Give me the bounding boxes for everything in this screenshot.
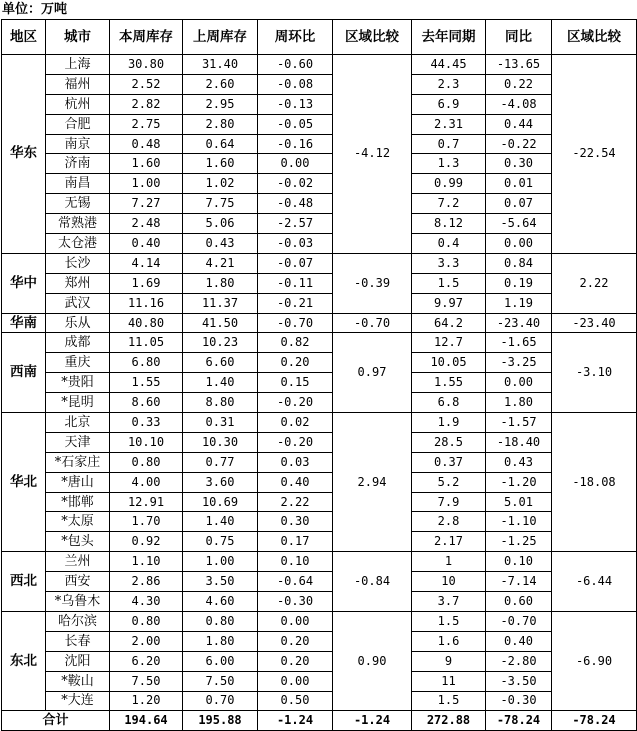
this-week-stock: 8.60: [110, 393, 183, 413]
last-week-stock: 6.60: [183, 353, 258, 373]
last-year-stock: 1: [412, 552, 486, 572]
last-year-stock: 10.05: [412, 353, 486, 373]
region-name: 东北: [2, 611, 46, 710]
total-last-week: 195.88: [183, 711, 258, 731]
this-week-stock: 11.05: [110, 333, 183, 353]
last-week-stock: 7.50: [183, 671, 258, 691]
week-on-week: 0.02: [258, 413, 333, 433]
last-week-stock: 6.00: [183, 651, 258, 671]
year-on-year: -2.80: [486, 651, 552, 671]
column-header: 周环比: [258, 20, 333, 55]
this-week-stock: 1.00: [110, 174, 183, 194]
city-name: 长沙: [46, 253, 110, 273]
year-on-year: -7.14: [486, 572, 552, 592]
city-name: 天津: [46, 432, 110, 452]
table-row: [2, 432, 637, 452]
this-week-stock: 6.80: [110, 353, 183, 373]
city-name: 重庆: [46, 353, 110, 373]
last-week-stock: 0.31: [183, 413, 258, 433]
this-week-stock: 2.48: [110, 214, 183, 234]
last-year-stock: 0.99: [412, 174, 486, 194]
last-week-stock: 1.40: [183, 373, 258, 393]
last-year-stock: 2.3: [412, 74, 486, 94]
table-row: [2, 552, 637, 572]
year-on-year: 0.43: [486, 452, 552, 472]
last-week-stock: 2.80: [183, 114, 258, 134]
city-name: *唐山: [46, 472, 110, 492]
week-on-week: 0.82: [258, 333, 333, 353]
table-row: [2, 413, 637, 433]
total-label: 合计: [2, 711, 110, 731]
this-week-stock: 0.80: [110, 611, 183, 631]
year-on-year: 0.00: [486, 234, 552, 254]
year-on-year: -0.30: [486, 691, 552, 711]
week-on-week: 0.00: [258, 671, 333, 691]
table-row: [2, 393, 637, 413]
week-on-week: -0.13: [258, 94, 333, 114]
week-on-week: 0.03: [258, 452, 333, 472]
last-year-stock: 0.37: [412, 452, 486, 472]
last-week-stock: 11.37: [183, 293, 258, 313]
this-week-stock: 1.60: [110, 154, 183, 174]
city-name: *太原: [46, 512, 110, 532]
last-year-stock: 0.7: [412, 134, 486, 154]
last-week-stock: 1.60: [183, 154, 258, 174]
table-row: [2, 94, 637, 114]
table-row: [2, 671, 637, 691]
this-week-stock: 2.00: [110, 631, 183, 651]
year-on-year: 0.10: [486, 552, 552, 572]
last-year-stock: 11: [412, 671, 486, 691]
year-on-year: -4.08: [486, 94, 552, 114]
region-name: 西北: [2, 552, 46, 612]
week-on-week: -0.11: [258, 273, 333, 293]
city-name: 杭州: [46, 94, 110, 114]
year-on-year: 0.30: [486, 154, 552, 174]
last-year-stock: 7.2: [412, 194, 486, 214]
this-week-stock: 40.80: [110, 313, 183, 333]
year-on-year: -0.70: [486, 611, 552, 631]
this-week-stock: 1.20: [110, 691, 183, 711]
week-on-week: 0.17: [258, 532, 333, 552]
table-row: [2, 651, 637, 671]
last-year-stock: 1.55: [412, 373, 486, 393]
table-row: [2, 194, 637, 214]
total-region-week: -1.24: [333, 711, 412, 731]
column-header: 去年同期: [412, 20, 486, 55]
city-name: *邯郸: [46, 492, 110, 512]
city-name: 无锡: [46, 194, 110, 214]
column-header: 地区: [2, 20, 46, 55]
region-week-compare: 2.94: [333, 413, 412, 552]
city-name: 武汉: [46, 293, 110, 313]
table-row: [2, 373, 637, 393]
region-yoy-compare: -18.08: [552, 413, 637, 552]
this-week-stock: 2.86: [110, 572, 183, 592]
city-name: *包头: [46, 532, 110, 552]
city-name: 合肥: [46, 114, 110, 134]
table-row: [2, 293, 637, 313]
year-on-year: 0.44: [486, 114, 552, 134]
week-on-week: 0.00: [258, 611, 333, 631]
last-week-stock: 3.60: [183, 472, 258, 492]
table-row: [2, 592, 637, 612]
last-week-stock: 0.64: [183, 134, 258, 154]
year-on-year: -1.20: [486, 472, 552, 492]
last-year-stock: 1.5: [412, 611, 486, 631]
city-name: 成都: [46, 333, 110, 353]
table-row: [2, 114, 637, 134]
total-year-on-year: -78.24: [486, 711, 552, 731]
table-row: [2, 134, 637, 154]
week-on-week: -0.70: [258, 313, 333, 333]
region-name: 华北: [2, 413, 46, 552]
week-on-week: 0.40: [258, 472, 333, 492]
this-week-stock: 7.50: [110, 671, 183, 691]
year-on-year: 1.80: [486, 393, 552, 413]
total-last-year: 272.88: [412, 711, 486, 731]
region-yoy-compare: -6.44: [552, 552, 637, 612]
last-week-stock: 10.69: [183, 492, 258, 512]
week-on-week: -0.07: [258, 253, 333, 273]
table-row: [2, 452, 637, 472]
last-week-stock: 2.60: [183, 74, 258, 94]
year-on-year: -3.50: [486, 671, 552, 691]
city-name: 福州: [46, 74, 110, 94]
column-header: 同比: [486, 20, 552, 55]
region-week-compare: -0.39: [333, 253, 412, 313]
table-row: [2, 253, 637, 273]
inventory-table: [1, 19, 637, 731]
last-year-stock: 5.2: [412, 472, 486, 492]
week-on-week: -2.57: [258, 214, 333, 234]
week-on-week: -0.02: [258, 174, 333, 194]
total-row: [2, 711, 637, 731]
last-year-stock: 0.4: [412, 234, 486, 254]
last-year-stock: 9.97: [412, 293, 486, 313]
table-row: [2, 234, 637, 254]
header-row: [2, 20, 637, 55]
week-on-week: -0.05: [258, 114, 333, 134]
last-year-stock: 2.17: [412, 532, 486, 552]
column-header: 区域比较: [333, 20, 412, 55]
region-week-compare: 0.97: [333, 333, 412, 413]
week-on-week: -0.20: [258, 432, 333, 452]
total-region-yoy: -78.24: [552, 711, 637, 731]
region-yoy-compare: -22.54: [552, 55, 637, 254]
city-name: 济南: [46, 154, 110, 174]
last-year-stock: 12.7: [412, 333, 486, 353]
table-row: [2, 472, 637, 492]
table-row: [2, 214, 637, 234]
last-year-stock: 8.12: [412, 214, 486, 234]
table-row: [2, 492, 637, 512]
region-yoy-compare: -6.90: [552, 611, 637, 710]
last-year-stock: 44.45: [412, 55, 486, 75]
region-name: 华南: [2, 313, 46, 333]
year-on-year: 0.19: [486, 273, 552, 293]
last-week-stock: 2.95: [183, 94, 258, 114]
this-week-stock: 2.52: [110, 74, 183, 94]
city-name: 西安: [46, 572, 110, 592]
last-week-stock: 7.75: [183, 194, 258, 214]
city-name: *昆明: [46, 393, 110, 413]
total-week-on-week: -1.24: [258, 711, 333, 731]
this-week-stock: 11.16: [110, 293, 183, 313]
city-name: *鞍山: [46, 671, 110, 691]
table-row: [2, 313, 637, 333]
last-week-stock: 10.23: [183, 333, 258, 353]
table-row: [2, 174, 637, 194]
city-name: 北京: [46, 413, 110, 433]
last-week-stock: 1.02: [183, 174, 258, 194]
last-week-stock: 31.40: [183, 55, 258, 75]
last-year-stock: 64.2: [412, 313, 486, 333]
year-on-year: -18.40: [486, 432, 552, 452]
last-week-stock: 0.75: [183, 532, 258, 552]
this-week-stock: 30.80: [110, 55, 183, 75]
last-week-stock: 4.21: [183, 253, 258, 273]
this-week-stock: 2.82: [110, 94, 183, 114]
last-year-stock: 1.9: [412, 413, 486, 433]
city-name: 乐从: [46, 313, 110, 333]
last-year-stock: 3.7: [412, 592, 486, 612]
week-on-week: -0.30: [258, 592, 333, 612]
last-week-stock: 0.80: [183, 611, 258, 631]
last-year-stock: 28.5: [412, 432, 486, 452]
table-body: [2, 20, 637, 731]
this-week-stock: 1.69: [110, 273, 183, 293]
city-name: 哈尔滨: [46, 611, 110, 631]
last-year-stock: 1.5: [412, 691, 486, 711]
city-name: *石家庄: [46, 452, 110, 472]
last-week-stock: 4.60: [183, 592, 258, 612]
city-name: 太仓港: [46, 234, 110, 254]
city-name: 郑州: [46, 273, 110, 293]
year-on-year: 0.07: [486, 194, 552, 214]
region-week-compare: 0.90: [333, 611, 412, 710]
region-week-compare: -4.12: [333, 55, 412, 254]
week-on-week: -0.16: [258, 134, 333, 154]
this-week-stock: 1.70: [110, 512, 183, 532]
year-on-year: -0.22: [486, 134, 552, 154]
city-name: 南昌: [46, 174, 110, 194]
last-week-stock: 41.50: [183, 313, 258, 333]
this-week-stock: 2.75: [110, 114, 183, 134]
week-on-week: -0.64: [258, 572, 333, 592]
year-on-year: 0.01: [486, 174, 552, 194]
last-week-stock: 1.80: [183, 273, 258, 293]
year-on-year: -1.25: [486, 532, 552, 552]
table-row: [2, 631, 637, 651]
week-on-week: 0.20: [258, 631, 333, 651]
year-on-year: 0.60: [486, 592, 552, 612]
last-week-stock: 3.50: [183, 572, 258, 592]
week-on-week: 2.22: [258, 492, 333, 512]
city-name: *大连: [46, 691, 110, 711]
this-week-stock: 6.20: [110, 651, 183, 671]
table-row: [2, 532, 637, 552]
last-year-stock: 2.31: [412, 114, 486, 134]
region-week-compare: -0.70: [333, 313, 412, 333]
last-week-stock: 1.80: [183, 631, 258, 651]
this-week-stock: 4.30: [110, 592, 183, 612]
week-on-week: -0.21: [258, 293, 333, 313]
last-year-stock: 6.8: [412, 393, 486, 413]
city-name: 常熟港: [46, 214, 110, 234]
last-year-stock: 1.6: [412, 631, 486, 651]
table-row: [2, 572, 637, 592]
this-week-stock: 1.55: [110, 373, 183, 393]
last-year-stock: 2.8: [412, 512, 486, 532]
year-on-year: -1.57: [486, 413, 552, 433]
year-on-year: 0.00: [486, 373, 552, 393]
table-row: [2, 273, 637, 293]
city-name: 沈阳: [46, 651, 110, 671]
last-year-stock: 10: [412, 572, 486, 592]
city-name: *贵阳: [46, 373, 110, 393]
unit-label: 单位：万吨: [2, 2, 68, 17]
week-on-week: -0.48: [258, 194, 333, 214]
column-header: 上周库存: [183, 20, 258, 55]
this-week-stock: 0.48: [110, 134, 183, 154]
year-on-year: -1.10: [486, 512, 552, 532]
week-on-week: -0.20: [258, 393, 333, 413]
this-week-stock: 0.80: [110, 452, 183, 472]
city-name: 长春: [46, 631, 110, 651]
year-on-year: 0.40: [486, 631, 552, 651]
table-row: [2, 55, 637, 75]
year-on-year: 5.01: [486, 492, 552, 512]
this-week-stock: 0.92: [110, 532, 183, 552]
week-on-week: 0.10: [258, 552, 333, 572]
year-on-year: -3.25: [486, 353, 552, 373]
city-name: 南京: [46, 134, 110, 154]
last-week-stock: 0.43: [183, 234, 258, 254]
region-name: 华东: [2, 55, 46, 254]
this-week-stock: 4.00: [110, 472, 183, 492]
column-header: 城市: [46, 20, 110, 55]
last-week-stock: 0.70: [183, 691, 258, 711]
last-year-stock: 1.3: [412, 154, 486, 174]
last-week-stock: 0.77: [183, 452, 258, 472]
this-week-stock: 0.40: [110, 234, 183, 254]
week-on-week: 0.30: [258, 512, 333, 532]
column-header: 本周库存: [110, 20, 183, 55]
week-on-week: 0.20: [258, 353, 333, 373]
region-name: 西南: [2, 333, 46, 413]
last-week-stock: 1.00: [183, 552, 258, 572]
column-header: 区域比较: [552, 20, 637, 55]
table-row: [2, 74, 637, 94]
last-week-stock: 1.40: [183, 512, 258, 532]
last-year-stock: 9: [412, 651, 486, 671]
this-week-stock: 4.14: [110, 253, 183, 273]
year-on-year: -23.40: [486, 313, 552, 333]
this-week-stock: 12.91: [110, 492, 183, 512]
total-this-week: 194.64: [110, 711, 183, 731]
week-on-week: 0.00: [258, 154, 333, 174]
last-year-stock: 6.9: [412, 94, 486, 114]
region-yoy-compare: 2.22: [552, 253, 637, 313]
table-row: [2, 353, 637, 373]
table-row: [2, 333, 637, 353]
last-year-stock: 1.5: [412, 273, 486, 293]
year-on-year: 1.19: [486, 293, 552, 313]
table-row: [2, 154, 637, 174]
week-on-week: -0.08: [258, 74, 333, 94]
year-on-year: -1.65: [486, 333, 552, 353]
region-yoy-compare: -23.40: [552, 313, 637, 333]
last-week-stock: 8.80: [183, 393, 258, 413]
this-week-stock: 0.33: [110, 413, 183, 433]
city-name: *乌鲁木: [46, 592, 110, 612]
last-week-stock: 5.06: [183, 214, 258, 234]
week-on-week: -0.60: [258, 55, 333, 75]
region-week-compare: -0.84: [333, 552, 412, 612]
year-on-year: -5.64: [486, 214, 552, 234]
year-on-year: 0.22: [486, 74, 552, 94]
week-on-week: 0.15: [258, 373, 333, 393]
last-year-stock: 7.9: [412, 492, 486, 512]
region-yoy-compare: -3.10: [552, 333, 637, 413]
last-week-stock: 10.30: [183, 432, 258, 452]
region-name: 华中: [2, 253, 46, 313]
city-name: 上海: [46, 55, 110, 75]
last-year-stock: 3.3: [412, 253, 486, 273]
table-row: [2, 611, 637, 631]
year-on-year: 0.84: [486, 253, 552, 273]
this-week-stock: 7.27: [110, 194, 183, 214]
year-on-year: -13.65: [486, 55, 552, 75]
week-on-week: 0.20: [258, 651, 333, 671]
week-on-week: 0.50: [258, 691, 333, 711]
this-week-stock: 10.10: [110, 432, 183, 452]
this-week-stock: 1.10: [110, 552, 183, 572]
table-row: [2, 512, 637, 532]
week-on-week: -0.03: [258, 234, 333, 254]
city-name: 兰州: [46, 552, 110, 572]
